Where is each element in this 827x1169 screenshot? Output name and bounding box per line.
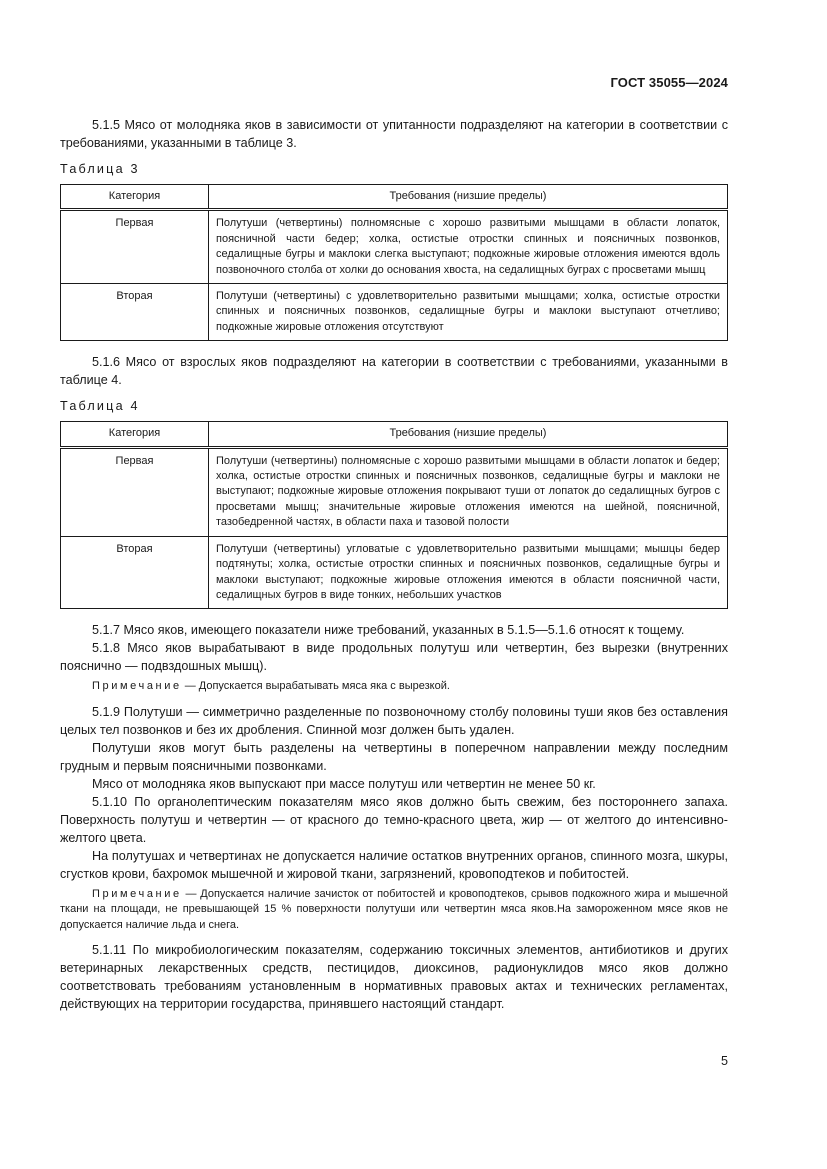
paragraph-5-1-10: 5.1.10 По органолептическим показателям мясо яков должно быть свежим, без постороннего запаха. Поверхность полутуш и четвертин — от красного до темно-красного цвета, жир — от желтого до интенсивно-желтого цвета. bbox=[60, 794, 728, 845]
table4-header-requirements: Требования (низшие пределы) bbox=[209, 422, 728, 447]
document-header: ГОСТ 35055—2024 bbox=[610, 75, 728, 90]
table-row bbox=[61, 447, 728, 536]
table3-header-requirements: Требования (низшие пределы) bbox=[209, 185, 728, 210]
table4-header-category: Категория bbox=[61, 422, 209, 447]
table4-header-row bbox=[61, 422, 728, 447]
note-2 bbox=[60, 887, 728, 933]
paragraph-5-1-11: 5.1.11 По микробиологическим показателям, содержанию токсичных элементов, антибиотиков и других ветеринарных лекарственных средств, пестицидов, диоксинов, радионуклидов мясо яков должно соответствовать требованиям установленным в нормативных правовых актах и технических регламентах, действующих на территории государства, принявшего настоящий стандарт. bbox=[60, 942, 728, 1011]
table4-row1-category: Первая bbox=[61, 447, 209, 536]
table-4 bbox=[60, 421, 728, 609]
table3-row2-category: Вторая bbox=[61, 284, 209, 341]
table3-header-category: Категория bbox=[61, 185, 209, 210]
paragraph-5-1-9: 5.1.9 Полутуши — симметрично разделенные по позвоночному столбу половины туши яков без оставления целых тел позвонков и без их дробления. Спинной мозг должен быть удален. bbox=[60, 704, 728, 737]
note-1 bbox=[60, 679, 728, 694]
paragraph-5-1-6: 5.1.6 Мясо от взрослых яков подразделяют на категории в соответствии с требованиями, указанными в таблице 4. bbox=[60, 355, 728, 388]
table-row bbox=[61, 536, 728, 609]
note1-label: Примечание bbox=[92, 680, 182, 693]
table-3 bbox=[60, 184, 728, 341]
paragraph-5-1-7: 5.1.7 Мясо яков, имеющего показатели ниже требований, указанных в 5.1.5—5.1.6 относят к тощему. bbox=[92, 623, 685, 638]
note2-text: — Допускается наличие зачисток от побитостей и кровоподтеков, срывов подкожного жира и мышечной ткани на площади, не превышающей 15 % поверхности полутуши или четвертин мяса яков.На замороженном мясе яков не допускается наличие льда и снега. bbox=[60, 887, 728, 931]
paragraph-5-1-9-b: Полутуши яков могут быть разделены на четвертины в поперечном направлении между последним грудным и первым поясничными позвонками. bbox=[60, 740, 728, 773]
page-content bbox=[60, 116, 728, 1013]
table-row bbox=[61, 210, 728, 284]
paragraph-5-1-8: 5.1.8 Мясо яков вырабатывают в виде продольных полутуш или четвертин, без вырезки (внутренних пояснично — подвздошных мышц). bbox=[60, 641, 728, 674]
table4-row2-requirements: Полутуши (четвертины) угловатые с удовлетворительно развитыми мышцами; мышцы бедер подтянуты; холка, остистые отростки спинных и поясничных позвонков, седалищные бугры и маклоки выступают; подкожные жировые отложения имеются в области поясничной части, седалищных бугров в виде тонких, небольших участков bbox=[209, 536, 728, 609]
paragraph-5-1-5: 5.1.5 Мясо от молодняка яков в зависимости от упитанности подразделяют на категории в соответствии с требованиями, указанными в таблице 3. bbox=[60, 118, 728, 150]
page-number: 5 bbox=[720, 1054, 728, 1068]
table3-header-row bbox=[61, 185, 728, 210]
table3-row1-requirements: Полутуши (четвертины) полномясные с хорошо развитыми мышцами в области лопаток, поясничной части бедер; холка, остистые отростки спинных и поясничных позвонков, седалищные бугры и маклоки слегка выступают; подкожные жировые отложения имеются вдоль позвоночного столба от холки до основания хвоста, на седалищных буграх с просветами мышц bbox=[209, 210, 728, 284]
table4-caption: Таблица 4 bbox=[60, 399, 140, 414]
table4-row2-category: Вторая bbox=[61, 536, 209, 609]
table-row bbox=[61, 284, 728, 341]
note1-text: — Допускается вырабатывать мяса яка с вырезкой. bbox=[181, 680, 450, 693]
table3-row1-category: Первая bbox=[61, 210, 209, 284]
paragraph-5-1-10-b: На полутушах и четвертинах не допускается наличие остатков внутренних органов, спинного мозга, шкуры, сгустков крови, бахромок мышечной и жировой ткани, загрязнений, кровоподтеков и побитостей. bbox=[60, 848, 728, 881]
note2-label: Примечание bbox=[92, 887, 182, 900]
table3-caption: Таблица 3 bbox=[60, 162, 140, 176]
table4-row1-requirements: Полутуши (четвертины) полномясные с хорошо развитыми мышцами в области лопаток и бедер; холка, остистые отростки спинных и поясничных позвонков, седалищные бугры и маклоки не выступают; подкожные жировые отложения покрывают туши от лопаток до седалищных бугров с просветами мышц; значительные жировые отложения имеются на шейной, поясничной, тазобедренной частях, в области паха и тазовой полости bbox=[209, 447, 728, 536]
table3-row2-requirements: Полутуши (четвертины) с удовлетворительно развитыми мышцами; холка, остистые отростки спинных и поясничных позвонков, седалищные бугры и маклоки выступают отчетливо; подкожные жировые отложения отсутствуют bbox=[209, 284, 728, 341]
paragraph-5-1-9-c: Мясо от молодняка яков выпускают при массе полутуш или четвертин не менее 50 кг. bbox=[92, 776, 596, 791]
